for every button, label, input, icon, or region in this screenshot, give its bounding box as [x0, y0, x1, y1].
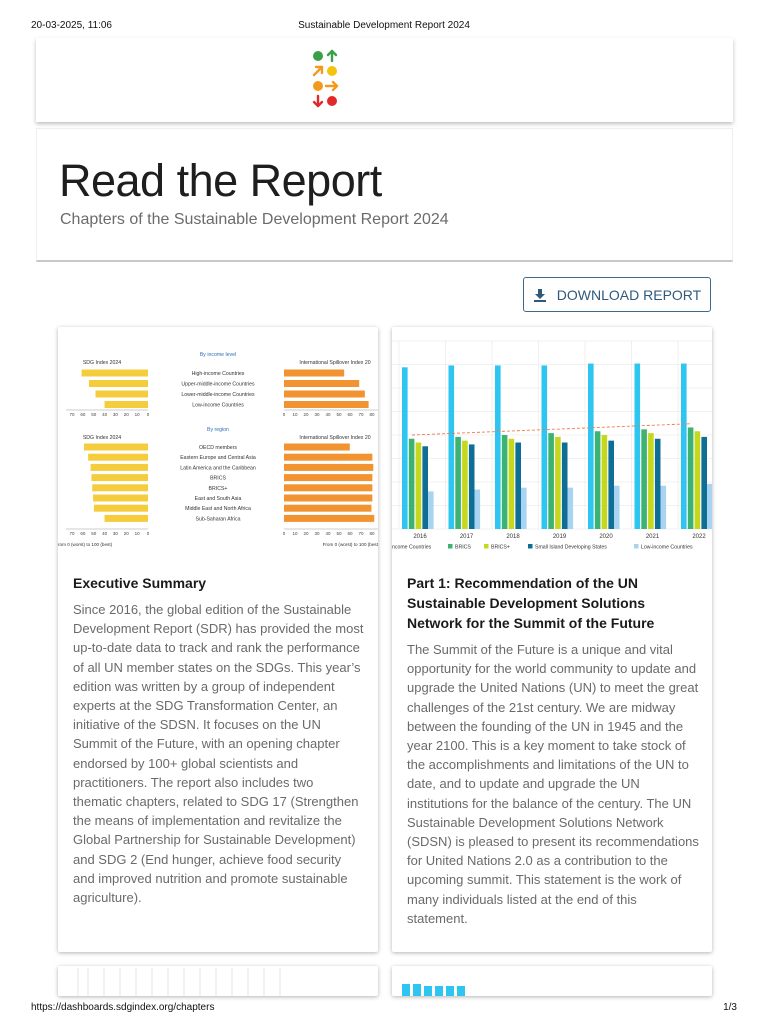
- spillover-bar: [284, 391, 365, 398]
- row-label: OECD members: [198, 445, 238, 451]
- spillover-bar: [284, 484, 372, 491]
- tick-label: 50: [91, 412, 97, 417]
- bar: [462, 441, 468, 529]
- row-label: High-income Countries: [191, 371, 245, 377]
- spillover-bar: [284, 515, 374, 522]
- chapter-card-partial-right[interactable]: [392, 966, 712, 996]
- tick-label: 50: [336, 531, 342, 536]
- tick-label: 60: [80, 531, 86, 536]
- bar: [521, 488, 527, 529]
- bar: [548, 433, 554, 529]
- sdg-index-bar: [88, 454, 148, 461]
- row-label: BRICS+: [208, 485, 228, 492]
- yearly-bar-chart: [392, 327, 712, 555]
- bar: [502, 435, 508, 529]
- right-chart-title: International Spillover Index 20: [299, 435, 371, 441]
- sdg-index-bar: [94, 505, 148, 512]
- spillover-bar: [284, 464, 373, 471]
- sdg-index-bar: [105, 401, 148, 408]
- sdg-index-bar: [84, 444, 148, 451]
- green-up-arrow-icon: [328, 51, 336, 61]
- spillover-bar: [284, 444, 350, 451]
- bar: [648, 433, 654, 529]
- bar: [661, 486, 667, 529]
- bar: [515, 443, 521, 529]
- bar: [695, 431, 701, 529]
- legend-label: Low-income Countries: [641, 544, 693, 551]
- spillover-bar: [284, 380, 359, 387]
- tick-label: 40: [325, 412, 331, 417]
- red-down-arrow-icon: [314, 96, 322, 106]
- tick-label: 40: [102, 412, 108, 417]
- print-url: https://dashboards.sdgindex.org/chapters: [31, 1002, 215, 1013]
- tick-label: 40: [102, 531, 108, 536]
- spillover-bar: [284, 454, 372, 461]
- row-label: Sub-Saharan Africa: [195, 516, 241, 523]
- sdg-index-bar: [92, 484, 148, 491]
- row-label: Middle East and North Africa: [185, 506, 251, 513]
- year-label: 2022: [692, 534, 706, 540]
- sdg-index-bar: [93, 495, 148, 502]
- year-label: 2018: [506, 534, 520, 540]
- tick-label: 20: [303, 412, 309, 417]
- tick-label: 0: [146, 412, 150, 417]
- legend-label: ncome Countries: [392, 544, 432, 551]
- download-icon: [533, 288, 547, 302]
- year-label: 2019: [552, 534, 567, 540]
- bar: [635, 364, 641, 529]
- row-label: Low-income Countries: [192, 402, 244, 409]
- index-comparison-chart: [58, 327, 378, 555]
- tick-label: 10: [292, 531, 298, 536]
- orange-right-arrow-icon: [326, 82, 337, 90]
- page-subtitle: Chapters of the Sustainable Development Report 2024: [60, 211, 449, 228]
- bar: [655, 439, 661, 529]
- row-label: BRICS: [210, 475, 226, 482]
- legend-swatch: [448, 544, 453, 549]
- top-bar: [36, 38, 733, 122]
- chapter-card-partial-left[interactable]: [58, 966, 378, 996]
- chapter-thumbnail-partial: [58, 966, 378, 996]
- tick-label: 50: [336, 412, 342, 417]
- tick-label: 30: [112, 412, 118, 417]
- bar: [402, 367, 408, 529]
- left-chart-title: SDG Index 2024: [82, 360, 122, 366]
- bar: [701, 437, 707, 529]
- bar: [555, 437, 561, 529]
- print-title: Sustainable Development Report 2024: [298, 20, 470, 31]
- spillover-bar: [284, 474, 372, 481]
- bar: [595, 431, 601, 529]
- legend-swatch: [484, 544, 489, 549]
- tick-label: 20: [123, 412, 129, 417]
- print-footer: [0, 994, 768, 1024]
- red-circle-icon: [327, 96, 337, 106]
- tick-label: 70: [358, 531, 364, 536]
- chapter-thumbnail[interactable]: [58, 327, 378, 555]
- print-page-number: 1/3: [723, 1002, 737, 1013]
- footnote: From 0 (worst) to 100 (best: [322, 542, 378, 547]
- yellow-circle-icon: [327, 66, 337, 76]
- bar: [681, 364, 687, 529]
- sdg-index-bar: [91, 464, 148, 471]
- legend-label: BRICS: [455, 544, 471, 551]
- legend-swatch: [528, 544, 533, 549]
- sdg-logo[interactable]: [309, 47, 341, 111]
- tick-label: 40: [325, 531, 331, 536]
- tick-label: 10: [134, 412, 140, 417]
- tick-label: 0: [146, 531, 150, 536]
- download-report-label: DOWNLOAD REPORT: [556, 286, 702, 303]
- tick-label: 0: [282, 412, 286, 417]
- chapter-title[interactable]: Part 1: Recommendation of the UN Sustainable Development Solutions Network for the Summit of the Future: [407, 575, 655, 631]
- footnote: rom 0 (worst) to 100 (best): [58, 542, 113, 547]
- bar: [562, 443, 568, 529]
- print-datetime: 20-03-2025, 11:06: [31, 20, 112, 31]
- tick-label: 20: [303, 531, 309, 536]
- chapter-thumbnail-partial: [392, 966, 712, 996]
- bar: [409, 439, 415, 529]
- bar: [614, 486, 620, 529]
- tick-label: 70: [69, 412, 75, 417]
- left-chart-title: SDG Index 2024: [82, 435, 122, 441]
- tick-label: 30: [112, 531, 118, 536]
- tick-label: 80: [369, 412, 375, 417]
- tick-label: 20: [123, 531, 129, 536]
- chapter-card-executive-summary[interactable]: [58, 327, 378, 952]
- tick-label: 70: [358, 412, 364, 417]
- bar: [641, 429, 647, 529]
- bar: [455, 437, 461, 529]
- tick-label: 50: [91, 531, 97, 536]
- tick-label: 70: [69, 531, 75, 536]
- bar: [422, 446, 428, 529]
- row-label: East and South Asia: [194, 496, 242, 502]
- orange-circle-icon: [313, 81, 323, 91]
- bar: [588, 364, 594, 529]
- tick-label: 10: [134, 531, 140, 536]
- bar: [688, 427, 694, 529]
- bar: [416, 443, 422, 529]
- row-label: Eastern Europe and Central Asia: [180, 455, 256, 462]
- spillover-bar: [284, 495, 372, 502]
- tick-label: 30: [314, 531, 320, 536]
- right-chart-title: International Spillover Index 20: [299, 360, 371, 366]
- legend-label: BRICS+: [491, 544, 510, 551]
- print-header: [0, 0, 768, 34]
- sdg-index-bar: [91, 474, 148, 481]
- tick-label: 10: [292, 412, 298, 417]
- spillover-bar: [284, 370, 344, 377]
- sdg-index-bar: [105, 515, 148, 522]
- bar: [475, 490, 481, 529]
- bar: [428, 491, 434, 529]
- legend-label: Small Island Developing States: [535, 544, 607, 551]
- sdg-index-bar: [96, 391, 148, 398]
- year-label: 2017: [459, 534, 474, 540]
- hero-section: [36, 128, 733, 262]
- row-label: Latin America and the Caribbean: [180, 465, 256, 472]
- group-heading: By income level: [199, 352, 237, 358]
- bar: [707, 484, 712, 529]
- bar: [449, 365, 455, 529]
- bar: [495, 365, 501, 529]
- tick-label: 60: [80, 412, 86, 417]
- row-label: Upper-middle-income Countries: [181, 381, 255, 388]
- spillover-bar: [284, 401, 369, 408]
- year-label: 2020: [599, 534, 613, 540]
- group-heading: By region: [207, 427, 229, 433]
- sdg-index-bar: [89, 380, 148, 387]
- chapter-card-part-1[interactable]: [392, 327, 712, 952]
- page-title: Read the Report: [59, 155, 382, 206]
- year-label: 2021: [645, 534, 660, 540]
- bar: [608, 441, 614, 529]
- bar: [469, 444, 475, 529]
- chapter-thumbnail[interactable]: [392, 327, 712, 555]
- chapter-description: Since 2016, the global edition of the Sustainable Development Report (SDR) has provided the most up-to-date data to track and rank the performance of all UN member states on the SDGs. This year’s edition was written by a group of independent experts at the SDG Transformation Center, an initiative of the SDSN. It focuses on the UN Summit of the Future, with an opening chapter endorsed by 100+ global scientists and practitioners. The report also includes two thematic chapters, related to SDG 17 (Strengthen the means of implementation and revitalize the Global Partnership for Sustainable Development) and SDG 2 (End hunger, achieve food security and improved nutrition and promote sustainable agriculture).: [73, 602, 364, 906]
- bar: [568, 488, 574, 529]
- legend-swatch: [634, 544, 639, 549]
- bar: [602, 435, 608, 529]
- tick-label: 60: [347, 412, 353, 417]
- tick-label: 0: [282, 531, 286, 536]
- sdg-index-bar: [82, 370, 148, 377]
- tick-label: 60: [347, 531, 353, 536]
- spillover-bar: [284, 505, 371, 512]
- chapter-title[interactable]: Executive Summary: [73, 575, 207, 591]
- bar: [509, 439, 515, 529]
- row-label: Lower-middle-income Countries: [181, 392, 255, 398]
- tick-label: 30: [314, 412, 320, 417]
- download-report-button[interactable]: [523, 277, 711, 312]
- bar: [542, 365, 548, 529]
- tick-label: 80: [369, 531, 375, 536]
- year-label: 2016: [413, 534, 427, 540]
- chapter-description: The Summit of the Future is a unique and vital opportunity for the world community to update and upgrade the United Nations (UN) to meet the great challenges of the 21st century. We are midway between the founding of the UN in 1945 and the year 2100. This is a key moment to take stock of the accomplishments and limitations of the UN to date, and to update and upgrade the UN institutions for the balance of the century. The UN Sustainable Development Solutions Network (SDSN) is pleased to present its recommendations for United Nations 2.0 as a contribution to the upcoming summit. This statement is the work of many individuals listed at the end of this statement.: [407, 642, 699, 926]
- green-circle-icon: [313, 51, 323, 61]
- orange-diagonal-arrow-icon: [314, 67, 322, 75]
